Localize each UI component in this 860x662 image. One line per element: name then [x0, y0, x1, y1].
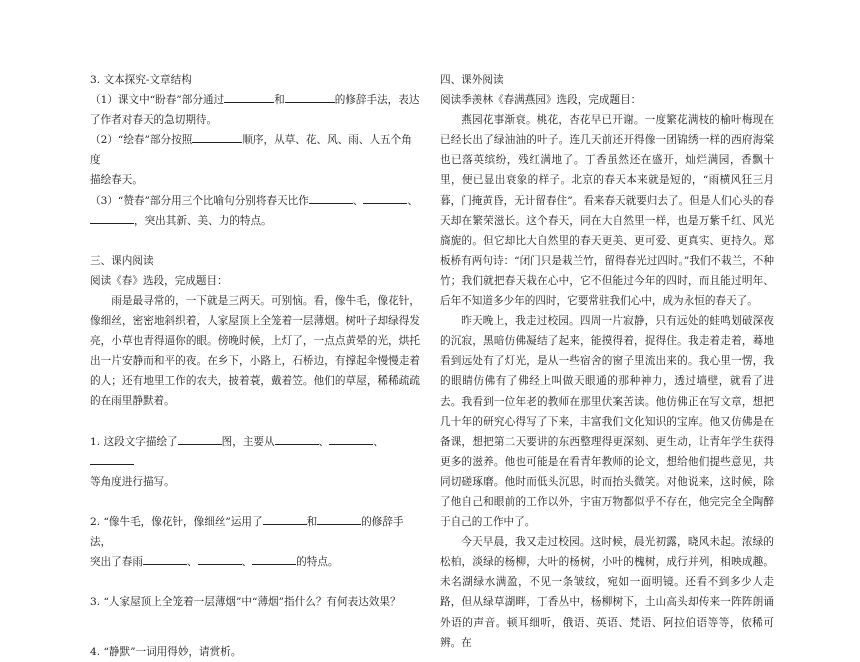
course-question-3: 3. “人家屋顶上全笼着一层薄烟”中“薄烟”指什么？有何表达效果？	[90, 596, 401, 609]
course-question-2: 2. “像牛毛，像花针，像细丝”运用了 和 的修辞手法，	[90, 512, 420, 552]
section-3-title: 3. 文本探究-文章结构	[90, 74, 192, 86]
answer-blank[interactable]	[363, 191, 407, 204]
question-structure-3-cont: ，突出其新、美、力的特点。	[90, 211, 420, 231]
course-reading-title: 三、课内阅读	[90, 254, 154, 267]
question-structure-3: （3）“赞春”部分用三个比喻句分别将春天比作 、 、	[90, 191, 420, 211]
extra-reading-title: 四、课外阅读	[440, 74, 504, 86]
answer-blank[interactable]	[275, 432, 319, 445]
extra-reading-intro: 阅读季羡林《春满燕园》选段，完成题目：	[440, 94, 642, 107]
answer-blank[interactable]	[178, 432, 222, 445]
answer-blank[interactable]	[309, 191, 353, 204]
question-structure-1: （1）课文中“盼春”部分通过 和 的修辞手法，表达	[90, 90, 420, 110]
course-question-2-cont: 突出了春雨 、 、 的特点。	[90, 552, 420, 572]
answer-blank[interactable]	[317, 512, 361, 525]
course-passage: 雨是最寻常的，一下就是三两天。可别恼。看，像牛毛，像花针，像细丝，密密地斜织着，人家屋顶上全笼着一层薄烟。树叶子却绿得发亮，小草也青得逼你的眼。傍晚时候，上灯了，一点点黄晕的光，烘托出一片安静而和平的夜。在乡下，小路上，石桥边，有撑起伞慢慢走着的人；还有地里工作的农夫，披着蓑，戴着笠。他们的草屋，稀稀疏疏的在雨里静默着。	[90, 294, 420, 408]
answer-blank[interactable]	[285, 90, 335, 103]
right-column	[440, 70, 774, 653]
extra-passage-para-1: 燕园花事渐衰。桃花，杏花早已开谢。一度繁花满枝的榆叶梅现在已经长出了绿油油的叶子。连几天前还开得像一团锦绣一样的西府海棠也已落英缤纷，残红满地了。丁香虽然还在盛开，灿烂满园，香飘十里，便已显出衰象的样子。北京的春天本来就是短的，“雨横风狂三月暮，门掩黄昏，无计留春住”。看来春天就要归去了。但是人们心头的春天却在繁荣滋长。这个春天，同在大自然里一样，也是万紫千红、风光旖旎的。但它却比大自然里的春天更美、更可爱、更真实、更持久。郑板桥有两句诗：“闭门只是栽兰竹，留得春光过四时。”我们不栽兰，不种竹；我们就把春天栽在心中，它不但能过今年的四时，而且能过明年、后年不知道多少年的四时，它要常驻我们心中，成为永恒的春天了。	[440, 114, 774, 308]
answer-blank[interactable]	[198, 552, 242, 565]
answer-blank[interactable]	[90, 452, 134, 465]
question-structure-2: （2）“绘春”部分按照 顺序，从草、花、风、雨、人五个角度	[90, 130, 420, 170]
extra-passage-para-2: 昨天晚上，我走过校园。四周一片寂静，只有远处的蛙鸣划破深夜的沉寂，黑暗仿佛凝结了起来，能摸得着，捉得住。我走着走着，蓦地看到远处有了灯光，是从一些宿舍的窗子里流出来的。我心里一愣，我的眼睛仿佛有了佛经上叫做天眼通的那种神力，透过墙壁，就看了进去。我看到一位年老的教师在那里伏案苦读。他仿佛正在写文章，想把几十年的研究心得写了下来，丰富我们文化知识的宝库。他又仿佛是在备课，想把第二天要讲的东西整理得更深刻、更生动，让青年学生获得更多的滋养。他也可能是在看青年教师的论文，想给他们提些意见，共同切磋琢磨。他时而低头沉思，时而抬头微笑。对他说来，这时候，除了他自己和眼前的工作以外，宇宙万物都似乎不存在，他完完全全陶醉于自己的工作中了。	[440, 315, 774, 529]
course-question-1-cont: 等角度进行描写。	[90, 475, 175, 488]
answer-blank[interactable]	[143, 552, 187, 565]
answer-blank[interactable]	[224, 90, 274, 103]
course-question-4: 4. “静默”一词用得妙，请赏析。	[90, 646, 242, 659]
extra-passage-para-3: 今天早晨，我又走过校园。这时候，晨光初露，晓风未起。浓绿的松柏，淡绿的杨柳，大叶的杨树，小叶的槐树，成行并列，相映成趣。未名湖绿水满盈，不见一条皱纹，宛如一面明镜。还看不到多少人走路，但从绿草湖畔，丁香丛中，杨柳树下，土山高头却传来一阵阵朗诵外语的声音。顿耳细听，俄语、英语、梵语、阿拉伯语等等，依稀可辨。在	[440, 536, 774, 649]
answer-blank[interactable]	[252, 552, 296, 565]
answer-blank[interactable]	[192, 130, 242, 143]
answer-blank[interactable]	[263, 512, 307, 525]
course-reading-intro: 阅读《春》选段，完成题目：	[90, 274, 228, 287]
answer-blank[interactable]	[329, 432, 373, 445]
question-structure-2-cont: 描绘春天。	[90, 174, 143, 187]
course-question-1: 1. 这段文字描绘了 图，主要从 、 、	[90, 432, 420, 472]
left-column	[90, 70, 420, 662]
question-structure-1-cont: 了作者对春天的急切期待。	[90, 114, 218, 127]
answer-blank[interactable]	[90, 211, 134, 224]
